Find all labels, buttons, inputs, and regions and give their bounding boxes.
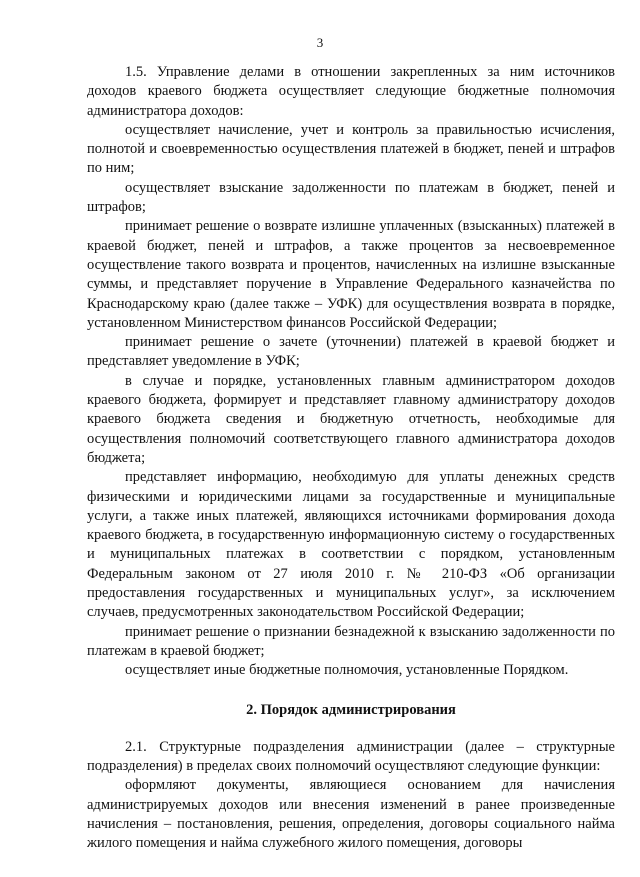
paragraph-other-powers: осуществляет иные бюджетные полномочия, установленные Порядком. [125,662,569,679]
page-number: 3 [316,35,324,50]
paragraph-2-1: 2.1. Структурные подразделения администрации (далее – структурные подразделения) в пределах своих полномочий осуществляют следующие функции: [87,738,615,775]
paragraph-information-gis: представляет информацию, необходимую для уплаты денежных средств физическими и юридическими лицами за государственные и муниципальные услуги, а также иных платежей, являющихся источниками формирования дохода краевого бюджета, в государственную информационную систему о государственных и муниципальных платежах в соответствии с порядком, установленным Федеральным законом от 27 июля 2010 г. № 210-ФЗ «Об организации предоставления государственных и муниципальных услуг», за исключением случаев, предусмотренных законодательством Российской Федерации; [87,469,615,621]
paragraph-1-5: 1.5. Управление делами в отношении закрепленных за ним источников доходов краевого бюджета осуществляет следующие бюджетные полномочия администратора доходов: [87,64,615,119]
paragraph-offset-decision: принимает решение о зачете (уточнении) платежей в краевой бюджет и представляет уведомление в УФК; [87,334,615,370]
section-2-heading: 2. Порядок администрирования [246,701,456,718]
paragraph-refund-decision: принимает решение о возврате излишне уплаченных (взысканных) платежей в краевой бюджет, пеней и штрафов, а также процентов за несвоевременное осуществление такого возврата и процентов, начисленных на излишне взысканные суммы, и представляет поручение в Управление Федерального казначейства по Краснодарскому краю (далее также – УФК) для осуществления возврата в порядке, установленном Министерством финансов Российской Федерации; [87,218,615,331]
paragraph-documents: оформляют документы, являющиеся основанием для начисления администрируемых доходов или внесения изменений в ранее произведенные начисления – постановления, решения, определения, договоры социального найма жилого помещения и найма служебного жилого помещения, договоры [87,777,615,852]
paragraph-reporting: в случае и порядке, установленных главным администратором доходов краевого бюджета, формирует и представляет главному администратору доходов краевого бюджета сведения и бюджетную отчетность, необходимые для осуществления полномочий соответствующего главного администратора доходов бюджета; [87,372,615,466]
paragraph-debt-collection: осуществляет взыскание задолженности по платежам в бюджет, пеней и штрафов; [87,179,615,216]
paragraph-bad-debt: принимает решение о признании безнадежной к взысканию задолженности по платежам в краевой бюджет; [87,623,615,659]
paragraph-accrual-control: осуществляет начисление, учет и контроль за правильностью исчисления, полнотой и своевременностью осуществления платежей в бюджет, пеней и штрафов по ним; [87,121,615,177]
document-body [87,63,615,854]
